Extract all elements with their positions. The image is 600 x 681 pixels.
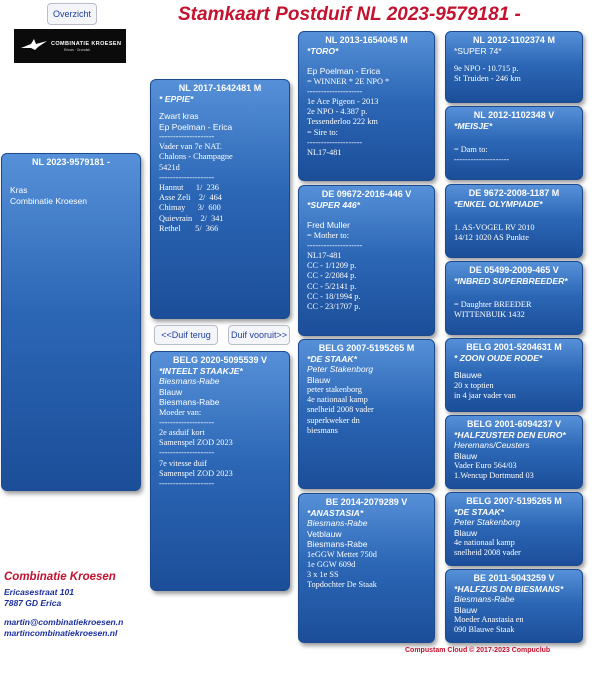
note-line: 4e nationaal kamp [307,395,368,405]
ring-number: BELG 2007-5195265 M [318,343,415,353]
dam-sire-card[interactable] [298,339,435,489]
note-line: 1e GGW 609d [307,559,356,569]
pigeon-name: *SUPER 74* [454,46,502,56]
sire-sire-card[interactable] [298,31,435,181]
note-line: 5421d [159,162,180,172]
color-text: Zwart kras [159,111,199,121]
dam-dam-sire-card[interactable] [445,492,583,566]
color-text: Vetblauw [307,528,342,539]
breeder-text: Fred Muller [307,220,350,230]
breeder-text: Ep Poelman - Erica [159,121,233,132]
note-line: Tessenderloo 222 km [307,117,378,127]
pigeon-name: *HALFZUSTER DEN EURO* [454,430,566,440]
note-line: NL17-481 [307,147,342,157]
pigeon-name: *INTEELT STAAKJE* [159,366,243,376]
ring-number: NL 2013-1654045 M [325,35,408,45]
copyright-text: Compustam Cloud © 2017-2023 Compuclub [405,647,551,654]
note-line: 3 x 1e SS [307,569,339,579]
dam-card[interactable] [150,351,290,591]
note-line: 9e NPO - 10.715 p. [454,63,519,73]
dam-dam-dam-card[interactable] [445,569,583,643]
note-line: -------------------- [159,132,215,141]
note-line: 1e Ace Pigeon - 2013 [307,96,379,106]
note-line: 1.Wencup Dortmund 03 [454,471,534,481]
note-line: NL17-481 [307,250,342,260]
note-line: -------------------- [307,86,363,96]
ring-number: NL 2023-9579181 - [32,157,110,167]
dam-sire-dam-card[interactable] [445,415,583,489]
note-line: -------------------- [159,448,215,458]
previous-pigeon-button[interactable]: <<Duif terug [154,325,218,345]
note-line: WITTENBUIK 1432 [454,310,525,320]
note-line: Hannut 1/ 236 [159,183,219,193]
note-line: Vader Euro 564/03 [454,461,517,470]
note-line: 7e vitesse duif [159,458,207,468]
note-line: Chalons - Champagne [159,152,233,162]
note-line: CC - 5/2141 p. [307,281,357,291]
note-line: superkweker dn [307,415,360,425]
note-line: 1eGGW Mettet 750d [307,549,377,559]
note-line: peter stakenborg [307,385,362,394]
color-text: Blauwe [454,370,482,380]
owner-name: Combinatie Kroesen [4,571,116,583]
color-text: Blauw [307,374,331,385]
note-line: -------------------- [159,172,215,182]
note-line: -------------------- [159,478,215,488]
note-line: Moeder van: [159,407,202,417]
pigeon-name: *HALFZUS DN BIESMANS* [454,584,564,594]
pigeon-name: *ENKEL OLYMPIADE* [454,199,543,209]
note-line: 1. AS-VOGEL RV 2010 [454,223,535,232]
note-line: Rethel 5/ 366 [159,223,219,233]
note-line: 2e asduif kort [159,427,205,437]
note-line: 2e NPO - 4.387 p. [307,107,368,117]
breeder-text: Ep Poelman - Erica [307,66,381,76]
overzicht-button[interactable]: Overzicht [47,3,97,25]
note-line: CC - 2/2084 p. [307,271,357,281]
color-text: Blauw [454,604,478,615]
note-line: Chimay 3/ 600 [159,203,221,213]
ring-number: NL 2012-1102348 V [473,110,555,120]
note-line: 4e nationaal kamp [454,538,515,547]
note-line: -------------------- [307,240,363,250]
note-line: CC - 23/1707 p. [307,301,361,311]
color-text: Blauw [454,450,478,461]
dam-dam-card[interactable] [298,493,435,643]
main-pigeon-card[interactable] [1,153,141,491]
ring-number: NL 2017-1642481 M [178,83,262,93]
note-line: CC - 1/1209 p. [307,261,357,271]
note-line: 14/12 1020 AS Punkte [454,233,529,243]
club-logo [14,29,126,63]
pigeon-name: *ANASTASIA* [307,508,364,518]
breeder-italic: Peter Stakenborg [454,517,521,527]
logo-subtext: Ericas · Grondsk [64,48,91,52]
note-line: = Daughter BREEDER [454,300,532,309]
note-line: Moeder Anastasia en [454,615,524,624]
pigeon-name: *MEISJE* [454,121,493,131]
breeder-italic: Biesmans-Rabe [307,518,368,528]
ring-number: DE 09672-2016-446 V [321,189,412,199]
ring-number: BELG 2001-5204631 M [466,342,562,352]
ring-number: BELG 2007-5195265 M [466,496,562,506]
note-line: Quievrain 2/ 341 [159,213,224,223]
page-title: Stamkaart Postduif NL 2023-9579181 - [178,4,521,25]
ring-number: BE 2014-2079289 V [325,497,408,507]
note-line: Vader van 7e NAT. [159,142,222,152]
note-line: 20 x toptien [454,380,494,390]
note-line: St Truiden - 246 km [454,73,521,83]
note-line: Topdochter De Staak [307,580,377,590]
breeder-text: Biesmans-Rabe [307,539,368,549]
sire-dam-sire-card[interactable] [445,184,583,258]
note-line: snelheid 2008 vader [307,405,374,415]
note-line: snelheid 2008 vader [454,548,521,558]
note-line: -------------------- [454,155,510,165]
note-line: = Sire to: [307,127,338,137]
next-pigeon-button[interactable]: Duif vooruit>> [228,325,290,345]
owner-text: Combinatie Kroesen [10,195,88,206]
note-line: = WINNER * 2E NPO * [307,76,390,86]
note-line: = Mother to: [307,230,350,240]
breeder-italic: Peter Stakenborg [307,364,374,374]
ring-number: DE 05499-2009-465 V [469,265,559,275]
color-text: Kras [10,185,28,195]
color-text: Blauw [454,527,478,538]
ring-number: BE 2011-5043259 V [473,573,555,583]
pigeon-name: * ZOON OUDE RODE* [454,353,543,363]
pigeon-name: *DE STAAK* [307,354,357,364]
note-line: Samenspel ZOD 2023 [159,438,233,448]
note-line: in 4 jaar vader van [454,390,516,400]
breeder-italic: Heremans/Ceusters [454,440,530,450]
note-line: CC - 18/1994 p. [307,291,361,301]
note-line: 090 Blauwe Staak [454,625,515,635]
sire-sire-dam-card[interactable] [445,106,583,180]
ring-number: BELG 2001-6094237 V [466,419,562,429]
note-line: biesmans [307,425,338,435]
sire-dam-card[interactable] [298,185,435,336]
ring-number: BELG 2020-5095539 V [172,355,268,365]
ring-number: DE 9672-2008-1187 M [468,188,560,198]
sire-dam-dam-card[interactable] [445,261,583,335]
sire-card[interactable] [150,79,290,319]
sire-sire-sire-card[interactable] [445,31,583,103]
owner-street: Ericasestraat 101 [4,587,74,597]
note-line: = Dam to: [454,145,488,154]
owner-city: 7887 GD Erica [4,598,62,608]
pigeon-name: *TORO* [307,46,339,56]
owner-email[interactable]: martin@combinatiekroesen.n [4,617,124,627]
logo-name: COMBINATIE KROESEN [51,41,122,47]
breeder-italic: Biesmans-Rabe [454,594,515,604]
pigeon-name: *DE STAAK* [454,507,504,517]
pigeon-logo-icon [19,36,49,56]
breeder-italic: Biesmans-Rabe [159,376,220,386]
ring-number: NL 2012-1102374 M [473,35,555,45]
owner-website[interactable]: martincombinatiekroesen.nl [4,628,118,638]
pigeon-name: *SUPER 446* [307,200,361,210]
dam-sire-sire-card[interactable] [445,338,583,412]
color-text: Blauw [159,386,183,397]
note-line: Asse Zeli 2/ 464 [159,193,222,203]
note-line: -------------------- [159,417,215,427]
pigeon-name: * EPPIE* [159,94,194,104]
note-line: -------------------- [307,137,363,147]
breeder-text: Biesmans-Rabe [159,397,220,407]
pigeon-name: *INBRED SUPERBREEDER* [454,276,568,286]
note-line: Samenspel ZOD 2023 [159,468,233,478]
